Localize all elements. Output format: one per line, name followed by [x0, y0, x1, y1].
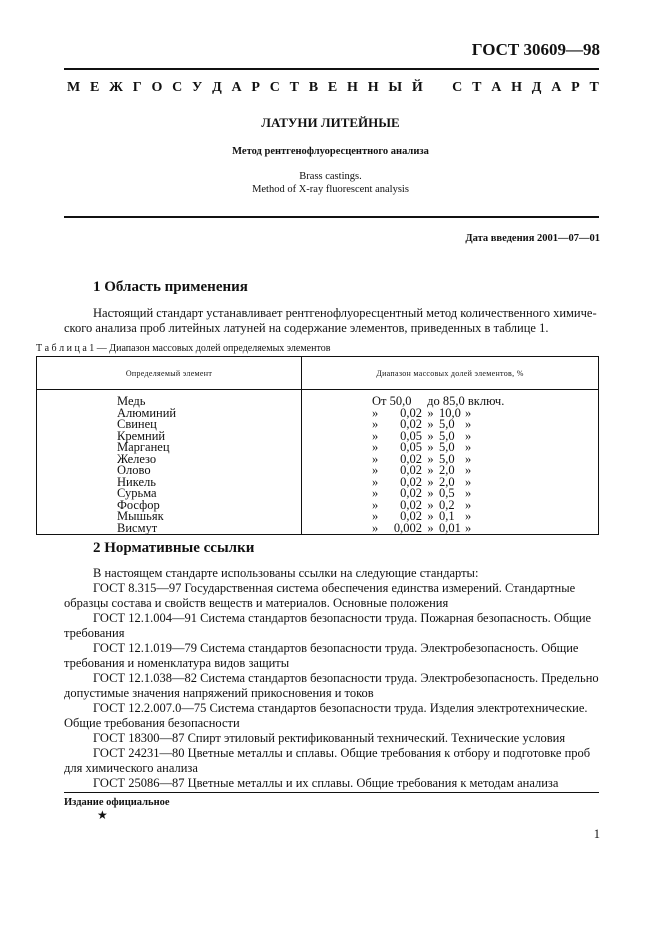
- range-part: »: [465, 428, 472, 443]
- range-part: »: [427, 474, 434, 489]
- element-name: Никель: [117, 474, 156, 489]
- english-title-line-2: Method of X-ray fluorescent analysis: [252, 184, 409, 195]
- range-part: »: [427, 428, 434, 443]
- banner-letter: Й: [411, 80, 423, 95]
- range-part: 0,1: [439, 509, 455, 523]
- range-part: »: [427, 520, 434, 535]
- document-code: ГОСТ 30609—98: [471, 40, 600, 59]
- element-name: Висмут: [117, 520, 158, 535]
- range-part: 5,0: [439, 428, 455, 443]
- element-name: Фосфор: [117, 497, 160, 512]
- banner-letter: С: [452, 80, 463, 95]
- range-part: »: [372, 474, 379, 489]
- banner-letter: А: [231, 80, 242, 95]
- range-part: 0,01: [439, 520, 461, 535]
- table-1-header-range: Диапазон массовых долей элементов, %: [302, 357, 599, 390]
- page-number: 1: [593, 827, 600, 841]
- range-part: »: [372, 451, 379, 466]
- range-part: »: [372, 428, 379, 443]
- range-part: 0,5: [439, 486, 455, 500]
- range-part: 2,0: [439, 474, 455, 489]
- english-title-line-1: Brass castings.: [299, 171, 362, 182]
- range-part: »: [465, 451, 472, 466]
- element-name: Кремний: [117, 428, 166, 443]
- range-part: »: [465, 463, 472, 477]
- range-part: »: [372, 405, 379, 420]
- banner-letter: Ж: [109, 80, 123, 95]
- reference-line: ГОСТ 12.1.038—82 Система стандартов безопасности труда. Электробезопасность. Предельно: [93, 671, 599, 685]
- table-1: [36, 356, 599, 535]
- banner-letter: О: [151, 80, 163, 95]
- reference-line: ГОСТ 18300—87 Спирт этиловый ректификованный технический. Технические условия: [93, 731, 566, 745]
- range-part: 5,0: [439, 417, 455, 431]
- range-part: »: [427, 451, 434, 466]
- element-name: Алюминий: [117, 405, 177, 420]
- reference-line: ГОСТ 8.315—97 Государственная система обеспечения единства измерений. Стандартные: [93, 581, 576, 595]
- range-part: »: [465, 486, 472, 500]
- banner-letter: А: [551, 80, 562, 95]
- banner-letter: А: [491, 80, 502, 95]
- intro-date: Дата введения 2001—07—01: [465, 233, 600, 244]
- range-part: »: [372, 486, 379, 500]
- banner-letter: У: [192, 80, 203, 95]
- element-name: Мышьяк: [117, 509, 164, 523]
- range-part: »: [427, 417, 434, 431]
- element-name: Марганец: [117, 440, 170, 454]
- element-name: Олово: [117, 463, 151, 477]
- title-rule: [64, 216, 599, 218]
- banner-letter: Т: [289, 80, 300, 95]
- range-value: От 50,0 до 85,0 включ.: [372, 394, 505, 408]
- banner-letter: С: [172, 80, 183, 95]
- range-part: 2,0: [439, 463, 455, 477]
- banner-letter: Р: [571, 80, 580, 95]
- banner-letter: Т: [472, 80, 482, 95]
- element-name: Железо: [117, 451, 157, 466]
- banner-letter: Р: [251, 80, 260, 95]
- reference-line: образцы состава и свойств веществ и материалов. Основные положения: [64, 596, 449, 610]
- element-column: [37, 390, 302, 535]
- range-part: »: [372, 509, 379, 523]
- banner-letter: Н: [511, 80, 522, 95]
- range-part: »: [465, 520, 472, 535]
- range-part: 0,02: [400, 486, 422, 500]
- range-part: »: [465, 474, 472, 489]
- footer-rule: [64, 792, 599, 793]
- banner-letter: Н: [347, 80, 358, 95]
- reference-line: В настоящем стандарте использованы ссылки на следующие стандарты:: [93, 566, 479, 580]
- range-part: 5,0: [439, 440, 455, 454]
- range-part: »: [372, 463, 379, 477]
- banner-letter: Н: [367, 80, 379, 95]
- reference-line: ГОСТ 12.1.019—79 Система стандартов безопасности труда. Электробезопасность. Общие: [93, 641, 579, 655]
- range-part: »: [427, 509, 434, 523]
- star-icon: ★: [97, 808, 108, 822]
- range-part: »: [427, 497, 434, 512]
- range-part: »: [372, 520, 379, 535]
- banner-letter: Д: [531, 80, 542, 95]
- banner-letter: Д: [212, 80, 222, 95]
- range-part: »: [427, 405, 434, 420]
- range-part: »: [427, 486, 434, 500]
- range-part: »: [465, 405, 472, 420]
- range-part: »: [372, 417, 379, 431]
- header-rule: [64, 68, 599, 70]
- banner-letter: Е: [327, 80, 338, 95]
- banner-letter: М: [67, 80, 81, 95]
- element-name: Свинец: [117, 417, 157, 431]
- range-part: »: [465, 497, 472, 512]
- range-part: 0,02: [400, 451, 422, 466]
- banner-letter: В: [308, 80, 319, 95]
- reference-line: требования и номенклатура видов защиты: [64, 656, 290, 670]
- banner-letter: Ы: [388, 80, 403, 95]
- range-part: »: [372, 497, 379, 512]
- range-part: 0,02: [400, 463, 422, 477]
- reference-line: ГОСТ 25086—87 Цветные металлы и их сплавы. Общие требования к методам анализа: [93, 776, 559, 790]
- section-1-heading: 1 Область применения: [93, 279, 248, 295]
- reference-line: допустимые значения напряжений прикосновения и токов: [64, 686, 374, 700]
- reference-line: ГОСТ 12.2.007.0—75 Система стандартов безопасности труда. Изделия электротехнические.: [93, 701, 588, 715]
- reference-line: Общие требования безопасности: [64, 716, 240, 730]
- reference-line: ГОСТ 24231—80 Цветные металлы и сплавы. Общие требования к отбору и подготовке проб: [93, 746, 591, 760]
- range-part: 0,2: [439, 497, 455, 512]
- range-part: »: [372, 440, 379, 454]
- range-part: 5,0: [439, 451, 455, 466]
- table-1-header-element: Определяемый элемент: [37, 357, 302, 390]
- element-name: Медь: [117, 394, 146, 408]
- reference-line: для химического анализа: [64, 761, 198, 775]
- range-part: »: [465, 417, 472, 431]
- element-name: Сурьма: [117, 486, 157, 500]
- range-column: [302, 390, 599, 535]
- section-1-text-1: Настоящий стандарт устанавливает рентгенофлуоресцентный метод количественного химиче-: [93, 306, 597, 320]
- banner-letter: Е: [90, 80, 100, 95]
- range-part: 0,05: [400, 440, 422, 454]
- range-part: »: [427, 440, 434, 454]
- range-part: 0,002: [393, 520, 422, 535]
- range-value: [372, 520, 598, 535]
- banner-letter: Т: [589, 80, 599, 95]
- reference-line: ГОСТ 12.1.004—91 Система стандартов безопасности труда. Пожарная безопасность. Общие: [93, 611, 592, 625]
- range-part: »: [427, 463, 434, 477]
- banner-letter: Г: [132, 80, 142, 95]
- range-part: »: [465, 440, 472, 454]
- banner-letter: С: [269, 80, 280, 95]
- range-part: »: [465, 509, 472, 523]
- document-title: ЛАТУНИ ЛИТЕЙНЫЕ: [261, 115, 400, 130]
- range-part: 0,02: [400, 497, 422, 512]
- reference-line: требования: [64, 626, 125, 640]
- section-1-text-2: ского анализа проб литейных латуней на содержание элементов, приведенных в таблице 1.: [64, 321, 549, 335]
- range-part: 0,02: [400, 405, 422, 420]
- range-part: 10,0: [439, 405, 461, 420]
- range-part: 0,02: [400, 509, 422, 523]
- table-1-caption: Т а б л и ц а 1 — Диапазон массовых долей определяемых элементов: [36, 343, 331, 354]
- range-part: 0,02: [400, 417, 422, 431]
- document-method: Метод рентгенофлуоресцентного анализа: [232, 146, 429, 157]
- interstate-standard-banner: [67, 80, 599, 96]
- section-2-heading: 2 Нормативные ссылки: [93, 540, 255, 556]
- range-part: 0,02: [400, 474, 422, 489]
- edition-label: Издание официальное: [64, 797, 170, 808]
- range-part: 0,05: [400, 428, 422, 443]
